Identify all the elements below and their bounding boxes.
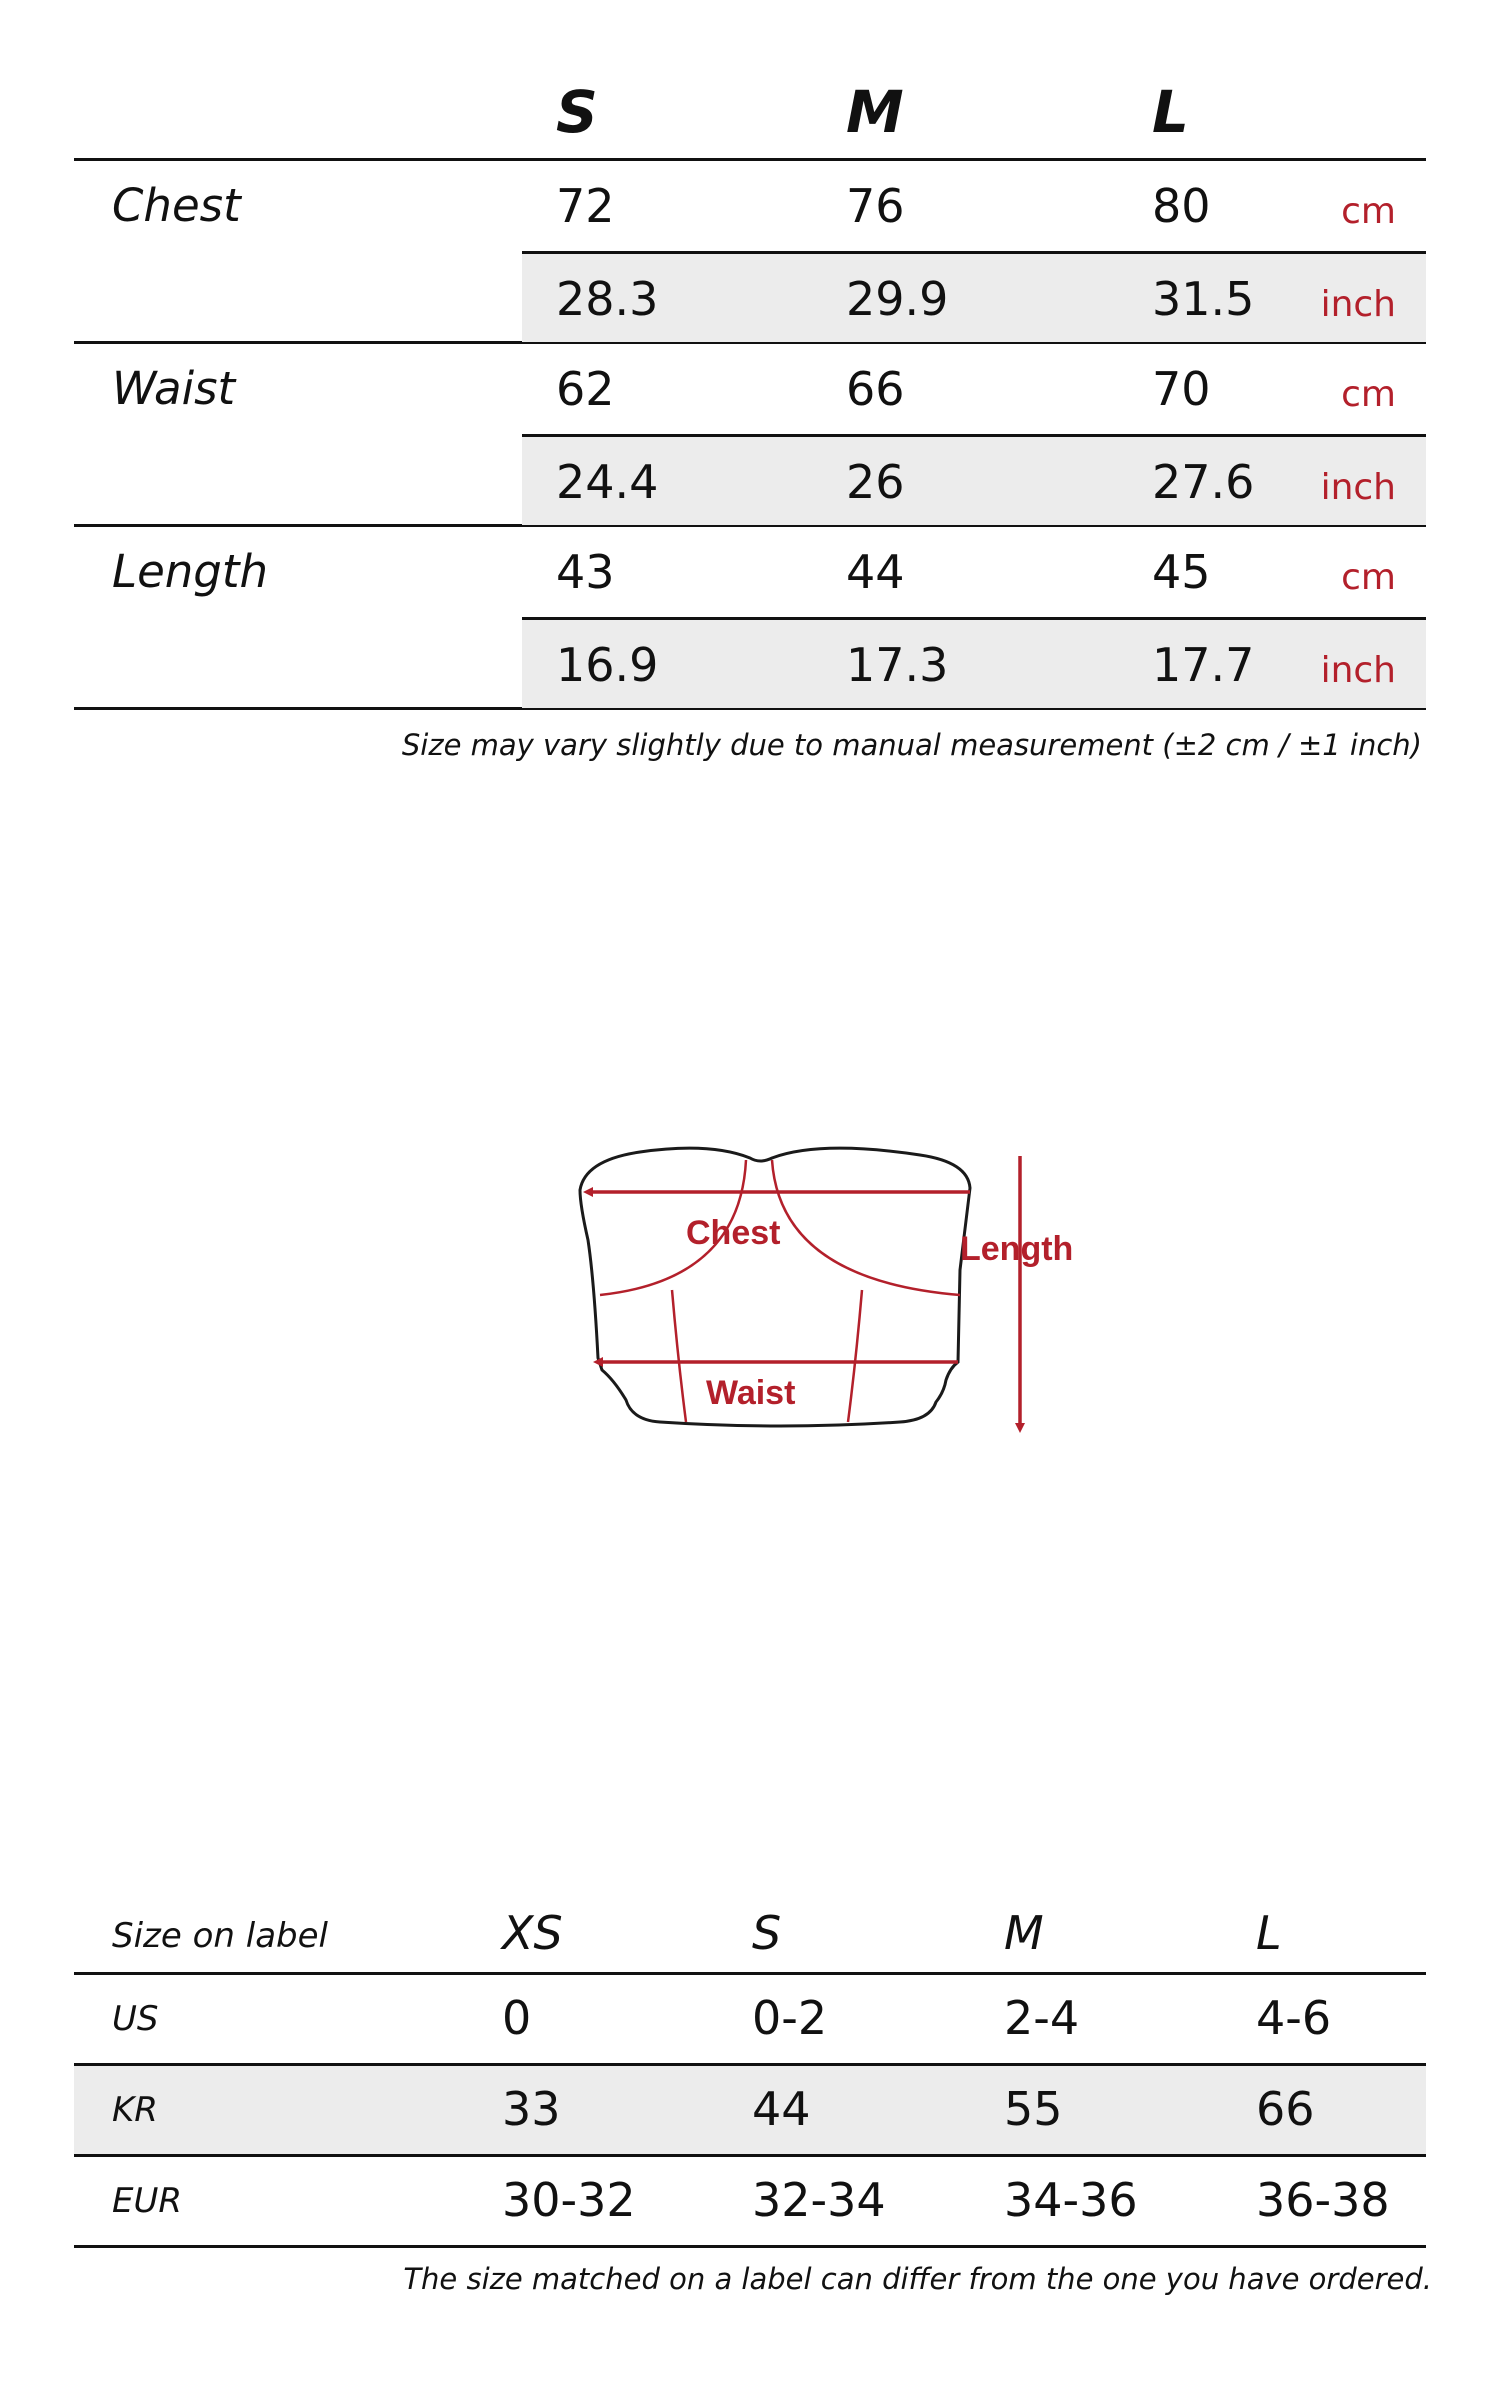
size-header-l: L <box>1152 78 1189 146</box>
waist-label: Waist <box>112 362 236 415</box>
row-label-eur: EUR <box>112 2181 182 2221</box>
cell: 24.4 <box>556 455 659 509</box>
unit-inch: inch <box>1320 284 1396 325</box>
cell: 30-32 <box>502 2173 636 2227</box>
cell: 0-2 <box>752 1991 828 2045</box>
unit-cm: cm <box>1341 191 1396 232</box>
cell: 33 <box>502 2082 561 2136</box>
unit-inch: inch <box>1320 467 1396 508</box>
seam-right-cup <box>772 1160 960 1295</box>
chest-inch-row <box>522 251 1426 342</box>
length-group <box>74 527 1426 710</box>
cell: 66 <box>846 362 905 416</box>
conversion-header <box>74 1898 1426 1975</box>
waist-cm-row <box>522 344 1426 432</box>
waist-group <box>74 344 1426 527</box>
cell: 62 <box>556 362 615 416</box>
chest-group <box>74 161 1426 344</box>
size-header-m: M <box>1004 1906 1044 1960</box>
cell: 55 <box>1004 2082 1063 2136</box>
cell: 2-4 <box>1004 1991 1080 2045</box>
size-header-s: S <box>752 1906 782 1960</box>
cell: 32-34 <box>752 2173 886 2227</box>
cell: 26 <box>846 455 905 509</box>
cell: 44 <box>752 2082 811 2136</box>
cell: 45 <box>1152 545 1211 599</box>
row-label-us: US <box>112 1999 159 2039</box>
cell: 76 <box>846 179 905 233</box>
eur-row <box>74 2157 1426 2248</box>
size-on-label-heading: Size on label <box>112 1916 328 1956</box>
seam-right-vertical <box>848 1290 862 1422</box>
unit-inch: inch <box>1320 650 1396 691</box>
cell: 28.3 <box>556 272 659 326</box>
kr-row <box>74 2066 1426 2157</box>
cell: 36-38 <box>1256 2173 1390 2227</box>
cell: 80 <box>1152 179 1211 233</box>
conversion-note: The size matched on a label can differ from the one you have ordered. <box>403 2262 1432 2296</box>
cell: 70 <box>1152 362 1211 416</box>
chest-cm-row <box>522 161 1426 249</box>
size-conversion-table <box>74 1898 1426 2248</box>
waist-inch-row <box>522 434 1426 525</box>
unit-cm: cm <box>1341 557 1396 598</box>
measurement-header <box>74 60 1426 161</box>
length-inch-row <box>522 617 1426 708</box>
cell: 43 <box>556 545 615 599</box>
waist-label-diagram: Waist <box>706 1374 796 1412</box>
row-label-kr: KR <box>112 2090 158 2130</box>
size-header-s: S <box>556 78 598 146</box>
seam-left-vertical <box>672 1290 686 1422</box>
cell: 34-36 <box>1004 2173 1138 2227</box>
us-row <box>74 1975 1426 2066</box>
measurement-table <box>74 60 1426 710</box>
size-header-xs: XS <box>502 1906 563 1960</box>
chest-label: Chest <box>112 179 241 232</box>
cell: 17.3 <box>846 638 949 692</box>
cell: 72 <box>556 179 615 233</box>
cell: 17.7 <box>1152 638 1255 692</box>
cell: 16.9 <box>556 638 659 692</box>
cell: 29.9 <box>846 272 949 326</box>
cell: 31.5 <box>1152 272 1255 326</box>
cell: 27.6 <box>1152 455 1255 509</box>
cell: 44 <box>846 545 905 599</box>
chest-label-diagram: Chest <box>686 1214 781 1252</box>
size-header-l: L <box>1256 1906 1282 1960</box>
length-label: Length <box>112 545 269 598</box>
cell: 4-6 <box>1256 1991 1332 2045</box>
length-cm-row <box>522 527 1426 615</box>
garment-diagram <box>560 1130 1100 1450</box>
cell: 66 <box>1256 2082 1315 2136</box>
cell: 0 <box>502 1991 532 2045</box>
measurement-note: Size may vary slightly due to manual measurement (±2 cm / ±1 inch) <box>401 728 1422 762</box>
unit-cm: cm <box>1341 374 1396 415</box>
size-header-m: M <box>846 78 904 146</box>
length-label-diagram: Length <box>960 1230 1074 1268</box>
